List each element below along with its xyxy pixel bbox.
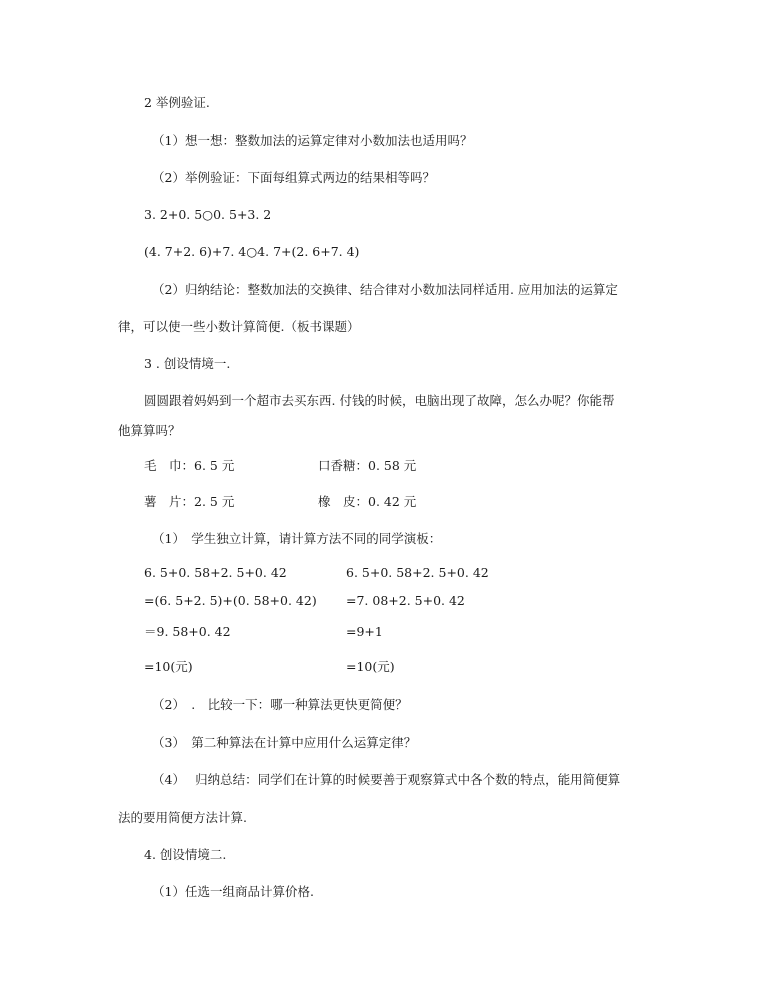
item-towel xyxy=(144,458,234,474)
task-independent-calc: （1） 学生独立计算，请计算方法不同的同学演板： xyxy=(152,531,442,546)
calc-right-step-3: =9+1 xyxy=(346,624,383,639)
question-which-law: （3） 第二种算法在计算中应用什么运算定律？ xyxy=(152,735,417,750)
item-chips-label: 薯 片： xyxy=(144,494,195,509)
question-think: （1）想一想：整数加法的运算定律对小数加法也适用吗？ xyxy=(152,133,473,148)
section-heading-scenario-two: 4. 创设情境二. xyxy=(144,847,227,862)
item-eraser-price: 0. 42 元 xyxy=(368,494,417,509)
calc-left-step-2: =(6. 5+2. 5)+(0. 58+0. 42) xyxy=(144,593,317,608)
question-verify: （2）举例验证：下面每组算式两边的结果相等吗？ xyxy=(152,170,435,185)
expression-commutative: 3. 2+0. 5○0. 5+3. 2 xyxy=(144,207,272,222)
item-chips xyxy=(144,494,234,510)
calc-right-step-4: =10(元) xyxy=(346,659,395,674)
scenario-text-line-2: 他算算吗？ xyxy=(118,423,181,438)
item-eraser-label: 橡 皮： xyxy=(318,494,369,509)
item-gum-label: 口香糖： xyxy=(318,458,369,473)
calc-left-step-1: 6. 5+0. 58+2. 5+0. 42 xyxy=(144,565,287,580)
summary-line-2: 法的要用简便方法计算. xyxy=(118,810,247,825)
conclusion-line-1: （2）归纳结论：整数加法的交换律、结合律对小数加法同样适用. 应用加法的运算定 xyxy=(152,282,618,297)
calc-right-step-2: =7. 08+2. 5+0. 42 xyxy=(346,593,465,608)
item-chips-price: 2. 5 元 xyxy=(194,494,235,509)
summary-line-1: （4） 归纳总结：同学们在计算的时候要善于观察算式中各个数的特点，能用简便算 xyxy=(152,772,621,787)
section-heading-scenario-one: 3 . 创设情境一. xyxy=(144,356,231,371)
item-towel-price: 6. 5 元 xyxy=(194,458,235,473)
item-gum-price: 0. 58 元 xyxy=(368,458,417,473)
question-compare: （2） . 比较一下：哪一种算法更快更简便？ xyxy=(152,697,408,712)
expression-associative: (4. 7+2. 6)+7. 4○4. 7+(2. 6+7. 4) xyxy=(144,244,360,259)
task-choose-items: （1）任选一组商品计算价格. xyxy=(152,884,314,899)
calc-left-step-3: ＝9. 58+0. 42 xyxy=(144,624,231,639)
calc-left-step-4: =10(元) xyxy=(144,659,193,674)
calc-right-step-1: 6. 5+0. 58+2. 5+0. 42 xyxy=(346,565,489,580)
conclusion-line-2: 律，可以使一些小数计算简便.（板书课题） xyxy=(118,319,360,334)
scenario-text-line-1: 圆圆跟着妈妈到一个超市去买东西. 付钱的时候，电脑出现了故障，怎么办呢？你能帮 xyxy=(144,393,615,408)
section-heading-example-verification: 2 举例验证. xyxy=(144,95,210,110)
item-gum xyxy=(318,458,416,474)
item-eraser xyxy=(318,494,416,510)
item-towel-label: 毛 巾： xyxy=(144,458,195,473)
